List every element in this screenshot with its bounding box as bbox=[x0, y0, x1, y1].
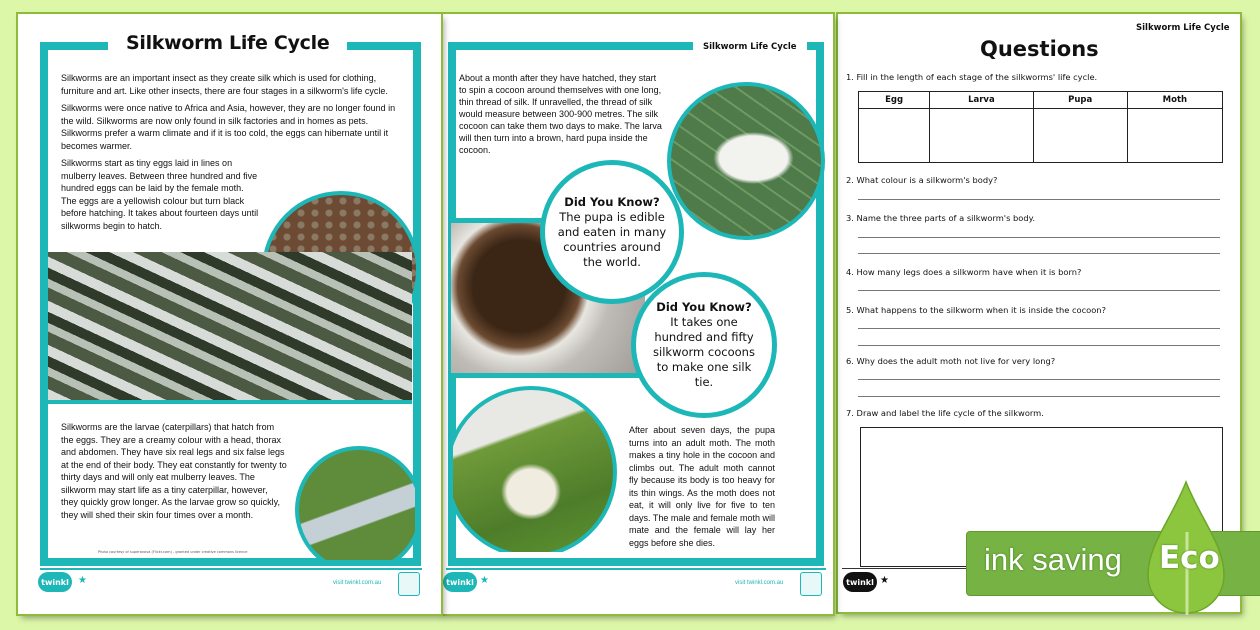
eggs-paragraph: Silkworms start as tiny eggs laid in lines on mulberry leaves. Between three hundred and five hundred eggs can be laid by the female moth. The eggs are a yellowish colour but turn black before hatching. It takes about fourteen days until silkworms begin to hatch. bbox=[61, 158, 259, 231]
answer-cell[interactable] bbox=[1127, 109, 1222, 163]
did-you-know-2 bbox=[631, 272, 777, 418]
paragraph: Silkworms are an important insect as they create silk which is used for clothing, furniture and art. Like other insects, there are four stages in a silkworm's life cycle. bbox=[61, 73, 388, 96]
answer-line[interactable] bbox=[858, 253, 1220, 254]
did-you-know-text: It takes one hundred and fifty silkworm cocoons to make one silk tie. bbox=[653, 315, 755, 389]
twinkl-logo: twinkl bbox=[38, 572, 72, 592]
larvae-text-block bbox=[61, 421, 405, 555]
cocoon-paragraph: About a month after they have hatched, they start to spin a cocoon around themselves with one long, thin thread of silk. If unravelled, the thread of silk would measure between 300-900 metres. The silk cocoon can take them two days to make. The larva will then turn into a brown, hard pupa inside the cocoon. bbox=[459, 73, 662, 155]
answer-line[interactable] bbox=[858, 290, 1220, 291]
eco-banner-label: ink saving bbox=[984, 542, 1122, 577]
did-you-know-title: Did You Know? bbox=[564, 194, 660, 209]
table-header-pupa: Pupa bbox=[1033, 92, 1127, 109]
answer-line[interactable] bbox=[858, 396, 1220, 397]
twinkl-link[interactable]: visit twinkl.com.au bbox=[735, 580, 784, 586]
answer-cell[interactable] bbox=[859, 109, 930, 163]
answer-line[interactable] bbox=[858, 199, 1220, 200]
answer-line[interactable] bbox=[858, 237, 1220, 238]
did-you-know-1 bbox=[540, 160, 684, 304]
did-you-know-text: The pupa is edible and eaten in many countries around the world. bbox=[557, 209, 667, 269]
page3-header: Silkworm Life Cycle bbox=[1136, 23, 1230, 33]
questions-title: Questions bbox=[980, 37, 1099, 61]
star-icon: ★ bbox=[880, 575, 889, 586]
table-header-egg: Egg bbox=[859, 92, 930, 109]
question-4: 4. How many legs does a silkworm have when it is born? bbox=[846, 267, 1082, 277]
photo-spacer bbox=[287, 445, 405, 555]
answer-line[interactable] bbox=[858, 379, 1220, 380]
eco-badge-label: Eco bbox=[1159, 540, 1220, 576]
intro-paragraphs bbox=[61, 72, 409, 237]
question-7: 7. Draw and label the life cycle of the silkworm. bbox=[846, 408, 1044, 418]
answer-cell[interactable] bbox=[1033, 109, 1127, 163]
twinkl-link[interactable]: visit twinkl.com.au bbox=[333, 580, 382, 586]
moth-paragraph: After about seven days, the pupa turns into an adult moth. The moth makes a tiny hole in the cocoon and climbs out. The adult moth cannot fly because its body is too heavy for its thin wings. As the moth does not eat, it will only live for five to ten days. The male and female moth will mate and the female will lay her eggs before she dies. bbox=[629, 425, 775, 548]
quality-badge-icon bbox=[800, 572, 822, 596]
answer-cell[interactable] bbox=[930, 109, 1034, 163]
quality-badge-icon bbox=[398, 572, 420, 596]
footer-divider bbox=[842, 568, 972, 569]
photo-credit: Photo courtesy of superanova (Flickr.com) - granted under creative commons licence bbox=[98, 550, 248, 554]
table-header-moth: Moth bbox=[1127, 92, 1222, 109]
paragraph: Silkworms were once native to Africa and Asia, however, they are no longer found in the wild. Silkworms are now only found in silk factories and in homes as pets. Silkworms prefer a warm climate and if it is too cold, the eggs can hibernate until it becomes warmer. bbox=[61, 103, 396, 151]
star-icon: ★ bbox=[480, 575, 489, 586]
page-title: Silkworm Life Cycle bbox=[108, 32, 347, 54]
footer-divider bbox=[40, 568, 422, 570]
footer-divider bbox=[446, 568, 826, 570]
cocoon-photo bbox=[667, 82, 825, 240]
question-3: 3. Name the three parts of a silkworm's body. bbox=[846, 213, 1036, 223]
answer-line[interactable] bbox=[858, 328, 1220, 329]
question-2: 2. What colour is a silkworm's body? bbox=[846, 175, 998, 185]
table-header-larva: Larva bbox=[930, 92, 1034, 109]
question-6: 6. Why does the adult moth not live for very long? bbox=[846, 356, 1056, 366]
page2-header: Silkworm Life Cycle bbox=[693, 40, 807, 54]
moth-photo bbox=[445, 386, 617, 558]
question-5: 5. What happens to the silkworm when it is inside the cocoon? bbox=[846, 305, 1106, 315]
did-you-know-title: Did You Know? bbox=[656, 300, 752, 314]
star-icon: ★ bbox=[78, 575, 87, 586]
twinkl-logo: twinkl bbox=[843, 572, 877, 592]
answer-line[interactable] bbox=[858, 345, 1220, 346]
question-1: 1. Fill in the length of each stage of the silkworms' life cycle. bbox=[846, 72, 1098, 82]
larvae-paragraph: Silkworms are the larvae (caterpillars) that hatch from the eggs. They are a creamy colour with a head, thorax and abdomen. They have six real legs and six false legs at the end of their body. They eat constantly for twenty to thirty days and will only eat mulberry leaves. The silkworm may start life as a tiny caterpillar, however, they quickly grow longer. As the larvae grow so quickly, they will shed their skin four times over a month. bbox=[61, 422, 287, 520]
silkworms-photo bbox=[48, 252, 412, 400]
section-divider bbox=[48, 400, 412, 404]
life-cycle-table bbox=[858, 91, 1223, 163]
twinkl-logo: twinkl bbox=[443, 572, 477, 592]
